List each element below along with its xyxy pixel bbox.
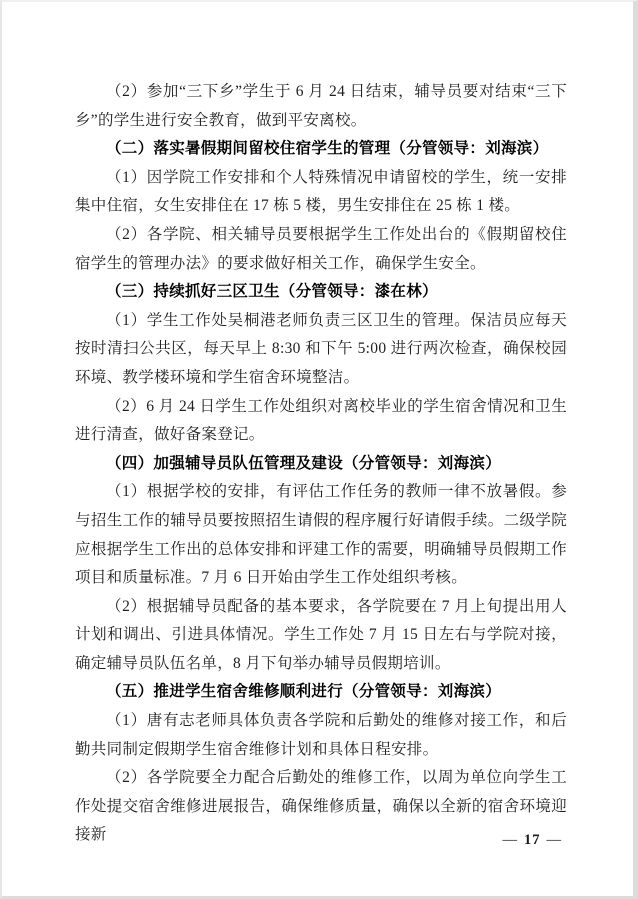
document-body xyxy=(75,78,567,850)
paragraph-2-sub2: （2）参加“三下乡”学生于 6 月 24 日结束，辅导员要对结束“三下乡”的学生进行安全教育，做到平安离校。 xyxy=(75,83,567,129)
section-heading-4: （四）加强辅导员队伍管理及建设（分管领导：刘海滨） xyxy=(106,454,502,472)
page-number: 17 xyxy=(524,832,541,848)
section-heading-3: （三）持续抓好三区卫生（分管领导：漆在林） xyxy=(106,283,438,301)
page-footer xyxy=(2,832,562,849)
paragraph-sec2-sub1: （1）因学院工作安排和个人特殊情况申请留校的学生，统一安排集中住宿，女生安排住在 17 栋 5 楼，男生安排住在 25 栋 1 楼。 xyxy=(75,168,567,215)
paragraph-sec5-sub2: （2）各学院要全力配合后勤处的维修工作，以周为单位向学生工作处提交宿舍维修进展报告，确保维修质量，确保以全新的宿舍环境迎接新 xyxy=(75,769,567,844)
paragraph-sec3-sub1: （1）学生工作处吴桐港老师负责三区卫生的管理。保洁员应每天按时清扫公共区，每天早上 8:30 和下午 5:00 进行两次检查，确保校园环境、教学楼环境和学生宿舍环境整洁。 xyxy=(75,311,567,386)
footer-dash-left: — xyxy=(502,832,518,848)
paragraph-sec4-sub2: （2）根据辅导员配备的基本要求，各学院要在 7 月上旬提出用人计划和调出、引进具体情况。学生工作处 7 月 15 日左右与学院对接，确定辅导员队伍名单，8 月下旬举办辅导员假期培训。 xyxy=(75,597,567,672)
paragraph-sec5-sub1: （1）唐有志老师具体负责各学院和后勤处的维修对接工作，和后勤共同制定假期学生宿舍维修计划和具体日程安排。 xyxy=(75,712,567,758)
section-heading-5: （五）推进学生宿舍维修顺利进行（分管领导：刘海滨） xyxy=(106,683,502,701)
paragraph-sec4-sub1: （1）根据学校的安排，有评估工作任务的教师一律不放暑假。参与招生工作的辅导员要按照招生请假的程序履行好请假手续。二级学院应根据学生工作出的总体安排和评建工作的需要，明确辅导员假期工作项目和质量标准。7 月 6 日开始由学生工作处组织考核。 xyxy=(75,483,567,587)
footer-dash-right: — xyxy=(546,832,562,848)
paragraph-sec2-sub2: （2）各学院、相关辅导员要根据学生工作处出台的《假期留校住宿学生的管理办法》的要求做好相关工作，确保学生安全。 xyxy=(75,225,567,272)
paragraph-sec3-sub2: （2）6 月 24 日学生工作处组织对离校毕业的学生宿舍情况和卫生进行清查，做好备案登记。 xyxy=(75,397,567,444)
section-heading-2: （二）落实暑假期间留校住宿学生的管理（分管领导：刘海滨） xyxy=(106,140,549,158)
